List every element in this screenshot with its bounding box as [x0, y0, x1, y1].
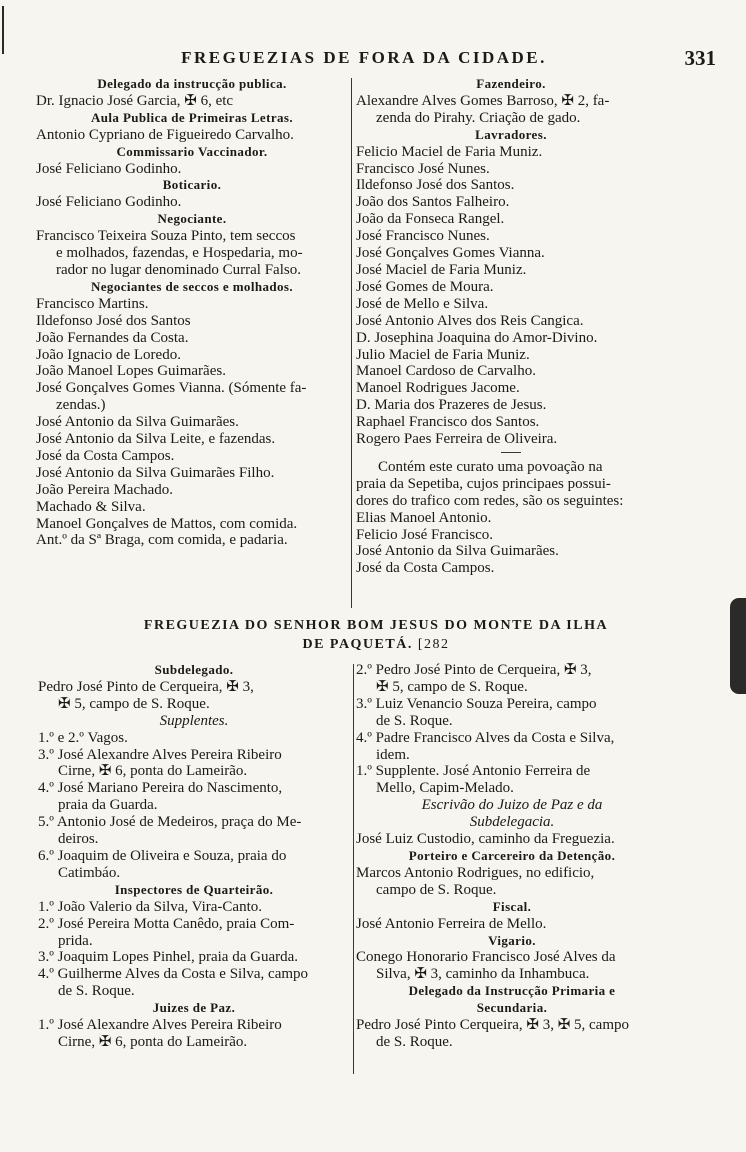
entry-line: José Gonçalves Gomes Vianna.: [356, 245, 545, 262]
entry-line: José Gonçalves Gomes Vianna. (Sómente fa-: [36, 380, 307, 397]
entry-continuation: campo de S. Roque.: [376, 881, 497, 898]
section-heading-line2: DE PAQUETÁ.: [302, 637, 413, 652]
entry-continuation: Catimbáo.: [58, 864, 121, 881]
section-label: Fiscal.: [492, 898, 532, 914]
entry-line: Francisco José Nunes.: [356, 160, 490, 177]
entry-continuation: zenda do Pirahy. Criação de gado.: [376, 109, 581, 126]
entry-line: Dr. Ignacio José Garcia, ✠ 6, etc: [36, 92, 234, 109]
entry-line: 3.º Luiz Venancio Souza Pereira, campo: [356, 695, 597, 712]
binding-edge-mark: [2, 6, 4, 54]
entry-continuation: Cirne, ✠ 6, ponta do Lameirão.: [58, 763, 248, 780]
section-label: Negociante.: [157, 211, 227, 227]
column-rule-bottom: [353, 664, 354, 1074]
entry-line: 3.º José Alexandre Alves Pereira Ribeiro: [38, 746, 282, 763]
entry-line: Antonio Cypriano de Figueiredo Carvalho.: [36, 126, 294, 143]
entry-continuation: Cirne, ✠ 6, ponta do Lameirão.: [58, 1033, 248, 1050]
column-bottom-right: [356, 662, 668, 1051]
entry-line: Marcos Antonio Rodrigues, no edificio,: [356, 864, 595, 881]
entry-line: José Feliciano Godinho.: [36, 194, 182, 211]
entry-line: 1.º José Alexandre Alves Pereira Ribeiro: [38, 1017, 282, 1034]
section-label: Boticario.: [162, 177, 222, 193]
entry-line: 4.º José Mariano Pereira do Nascimento,: [38, 780, 283, 797]
entry-line: José Antonio da Silva Leite, e fazendas.: [36, 431, 276, 448]
entry-line: José Antonio da Silva Guimarães Filho.: [36, 464, 275, 481]
column-bottom-left: [38, 662, 350, 1051]
section-label: Juizes de Paz.: [152, 1000, 236, 1016]
entry-line: João dos Santos Falheiro.: [356, 194, 510, 211]
entry-continuation: Silva, ✠ 3, caminho da Inhambuca.: [376, 966, 590, 983]
entry-continuation: de S. Roque.: [376, 712, 453, 729]
page-number: 331: [684, 46, 716, 70]
entry-line: José Antonio da Silva Guimarães.: [36, 414, 239, 431]
entry-line: Conego Honorario Francisco José Alves da: [356, 949, 616, 966]
entry-line: José Gomes de Moura.: [356, 278, 494, 295]
entry-line: José Antonio da Silva Guimarães.: [356, 543, 559, 560]
short-rule: [501, 452, 521, 453]
entry-continuation: rador no lugar denominado Curral Falso.: [56, 261, 301, 278]
entry-continuation: Mello, Capim-Melado.: [376, 780, 514, 797]
entry-line: 2.º Pedro José Pinto de Cerqueira, ✠ 3,: [356, 662, 592, 678]
entry-line: dores do trafico com redes, são os seguintes:: [356, 492, 624, 509]
section-label: Aula Publica de Primeiras Letras.: [90, 109, 294, 125]
section-label: Commissario Vaccinador.: [116, 143, 268, 159]
entry-continuation: ✠ 5, campo de S. Roque.: [376, 678, 528, 695]
entry-line: Francisco Teixeira Souza Pinto, tem seccos: [36, 228, 296, 245]
section-heading: [36, 616, 716, 654]
section-label: Subdelegado.: [154, 662, 234, 677]
entry-line: Alexandre Alves Gomes Barroso, ✠ 2, fa-: [356, 92, 610, 109]
section-label: Inspectores de Quarteirão.: [114, 881, 274, 897]
entry-line: João Manoel Lopes Guimarães.: [36, 363, 226, 380]
entry-line: José da Costa Campos.: [356, 560, 495, 577]
entry-line: 5.º Antonio José de Medeiros, praça do Me-: [38, 814, 302, 831]
entry-continuation: de S. Roque.: [58, 983, 135, 1000]
entry-continuation: praia da Guarda.: [58, 797, 158, 814]
entry-line: José Maciel de Faria Muniz.: [356, 261, 527, 278]
entry-line: D. Maria dos Prazeres de Jesus.: [356, 397, 547, 414]
entry-line: 1.º João Valerio da Silva, Vira-Canto.: [38, 898, 262, 915]
entry-line: 4.º Guilherme Alves da Costa e Silva, campo: [38, 966, 309, 983]
entry-line: José da Costa Campos.: [36, 447, 175, 464]
entry-line: 1.º Supplente. José Antonio Ferreira de: [356, 763, 591, 780]
entry-line: 2.º José Pereira Motta Canêdo, praia Com-: [38, 915, 295, 932]
column-rule-top: [351, 78, 352, 608]
section-label: Secundaria.: [476, 1000, 548, 1016]
entry-line: Felicio Maciel de Faria Muniz.: [356, 143, 543, 160]
entry-line: Manoel Rodrigues Jacome.: [356, 380, 520, 397]
entry-continuation: de S. Roque.: [376, 1033, 453, 1050]
entry-continuation: idem.: [376, 746, 410, 763]
subsection-label: Subdelegacia.: [469, 814, 555, 831]
entry-line: José Antonio Ferreira de Mello.: [356, 915, 547, 932]
entry-line: Ildefonso José dos Santos: [36, 312, 191, 329]
section-heading-line1: FREGUEZIA DO SENHOR BOM JESUS DO MONTE DA ILHA: [143, 618, 609, 633]
entry-line: João Pereira Machado.: [36, 481, 174, 498]
thumb-tab-mark: [730, 598, 746, 694]
entry-line: Francisco Martins.: [36, 295, 149, 312]
section-heading-ref: [282: [417, 637, 450, 652]
entry-line: Pedro José Pinto Cerqueira, ✠ 3, ✠ 5, campo: [356, 1017, 630, 1034]
subsection-label: Supplentes.: [159, 712, 229, 729]
section-label: Delegado da instrucção publica.: [97, 76, 287, 91]
entry-line: Ant.º da Sª Braga, com comida, e padaria.: [36, 532, 288, 549]
entry-continuation: zendas.): [56, 397, 106, 414]
entry-line: João da Fonseca Rangel.: [356, 211, 505, 228]
entry-line: Elias Manoel Antonio.: [356, 509, 492, 526]
entry-line: Julio Maciel de Faria Muniz.: [356, 346, 530, 363]
running-head-title: FREGUEZIAS DE FORA DA CIDADE.: [181, 48, 547, 67]
section-label: Lavradores.: [475, 126, 547, 142]
section-label: Fazendeiro.: [476, 76, 546, 91]
entry-line: José Antonio Alves dos Reis Cangica.: [356, 312, 584, 329]
section-label: Negociantes de seccos e molhados.: [90, 278, 294, 294]
running-head: [36, 46, 716, 72]
column-top-right: [356, 76, 666, 577]
entry-line: 6.º Joaquim de Oliveira e Souza, praia do: [38, 847, 287, 864]
entry-line: José Feliciano Godinho.: [36, 160, 182, 177]
entry-line: Pedro José Pinto de Cerqueira, ✠ 3,: [38, 678, 254, 695]
entry-continuation: deiros.: [58, 831, 99, 848]
entry-line: José de Mello e Silva.: [356, 295, 489, 312]
entry-line: Ildefonso José dos Santos.: [356, 177, 515, 194]
entry-line: 1.º e 2.º Vagos.: [38, 729, 128, 746]
subsection-label: Escrivão do Juizo de Paz e da: [421, 797, 603, 814]
entry-continuation: e molhados, fazendas, e Hospedaria, mo-: [56, 245, 303, 262]
entry-line: Manoel Cardoso de Carvalho.: [356, 363, 536, 380]
entry-line: José Luiz Custodio, caminho da Freguezia.: [356, 831, 615, 848]
entry-line: Rogero Paes Ferreira de Oliveira.: [356, 431, 558, 448]
section-label: Delegado da Instrucção Primaria e: [408, 983, 616, 999]
section-label: Vigario.: [488, 932, 536, 948]
entry-line: Manoel Gonçalves de Mattos, com comida.: [36, 515, 298, 532]
entry-line: 3.º Joaquim Lopes Pinhel, praia da Guarda.: [38, 949, 299, 966]
entry-line: João Fernandes da Costa.: [36, 329, 189, 346]
entry-line: Raphael Francisco dos Santos.: [356, 414, 540, 431]
paragraph-line: Contém este curato uma povoação na: [378, 458, 603, 475]
entry-line: D. Josephina Joaquina do Amor-Divino.: [356, 329, 598, 346]
section-label: Porteiro e Carcereiro da Detenção.: [408, 847, 616, 863]
entry-line: 4.º Padre Francisco Alves da Costa e Silva,: [356, 729, 615, 746]
entry-line: José Francisco Nunes.: [356, 228, 490, 245]
entry-line: João Ignacio de Loredo.: [36, 346, 181, 363]
entry-continuation: prida.: [58, 932, 93, 949]
column-top-left: [36, 76, 348, 549]
entry-continuation: ✠ 5, campo de S. Roque.: [58, 695, 210, 712]
entry-line: praia da Sepetiba, cujos principaes possui-: [356, 475, 611, 492]
entry-line: Felicio José Francisco.: [356, 526, 494, 543]
entry-line: Machado & Silva.: [36, 498, 146, 515]
